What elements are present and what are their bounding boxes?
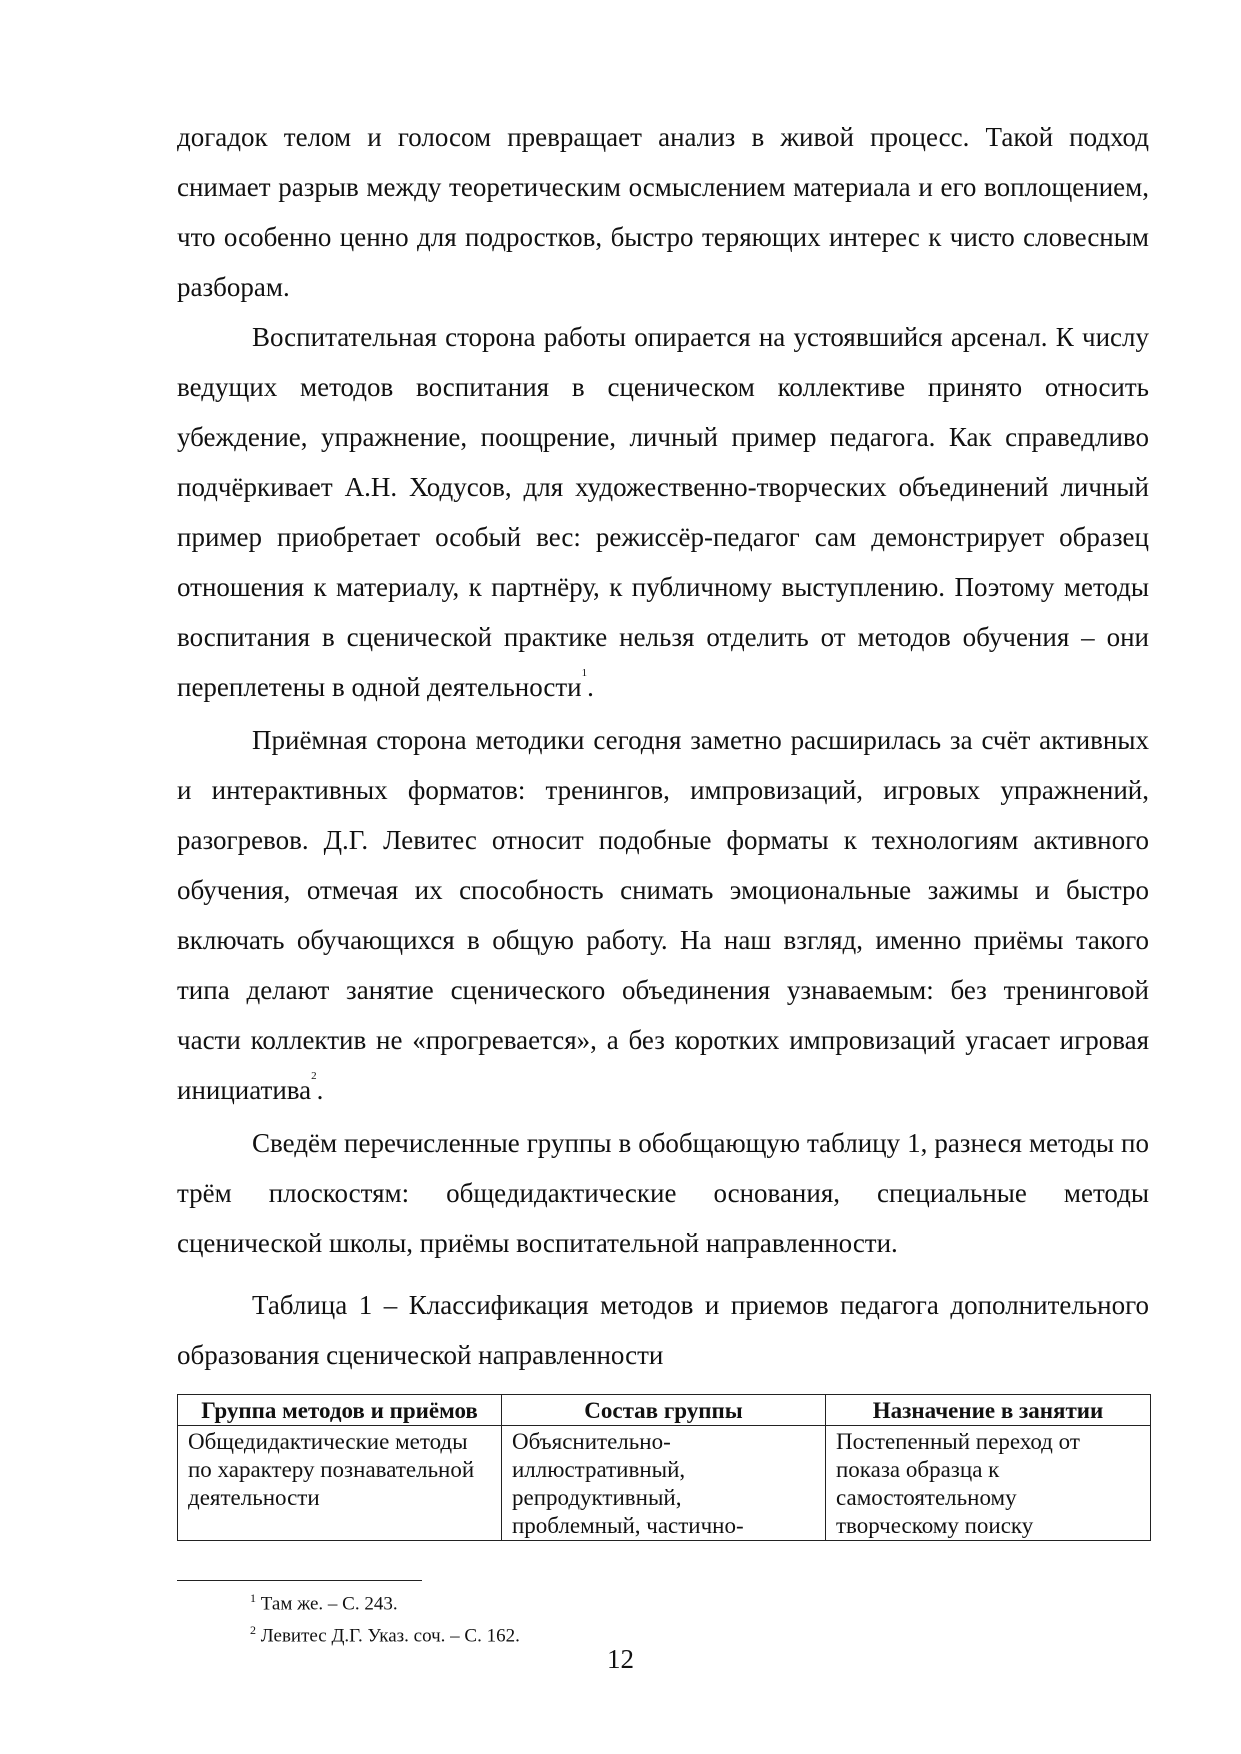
footnotes (250, 1585, 520, 1650)
footnote-text: Левитес Д.Г. Указ. соч. – С. 162. (260, 1625, 520, 1647)
table-header-row (178, 1395, 1151, 1426)
table-header-cell: Состав группы (502, 1395, 826, 1426)
paragraph-2-text: Воспитательная сторона работы опирается на устоявшийся арсенал. К числу ведущих методов воспитания в сценическом коллективе принято относить убеждение, упражнение, поощрение, личный пример педагога. Как справедливо подчёркивает А.Н. Ходусов, для художественно-творческих объединений личный пример приобретает особый вес: режиссёр-педагог сам демонстрирует образец отношения к материалу, к партнёру, к публичному выступлению. Поэтому методы воспитания в сценической практике нельзя отделить от методов обучения – они переплетены в одной деятельности (177, 322, 1149, 702)
table-header-cell: Группа методов и приёмов (178, 1395, 502, 1426)
paragraph-4: Сведём перечисленные группы в обобщающую таблицу 1, разнеся методы по трём плоскостям: общедидактические основания, специальные методы сценической школы, приёмы воспитательной направленности. (177, 1128, 1149, 1258)
page-number: 12 (607, 1644, 634, 1674)
table-row (178, 1426, 1151, 1541)
table-cell (502, 1426, 826, 1541)
table-cell (826, 1426, 1151, 1541)
footnote-ref-1: 1 (581, 667, 588, 679)
paragraph-2 (177, 312, 1149, 712)
footnote (250, 1585, 520, 1617)
footnote-text: Там же. – С. 243. (260, 1593, 398, 1615)
table-cell-text: Постепенный переход от показа образца к самостоятельному творческому поиску (836, 1429, 1080, 1538)
footnote-separator (177, 1580, 422, 1581)
paragraph-3 (177, 715, 1149, 1115)
classification-table (177, 1394, 1151, 1541)
footnote-ref-2: 2 (311, 1070, 317, 1082)
paragraph-3-text: Приёмная сторона методики сегодня заметно расширилась за счёт активных и интерактивных форматов: тренингов, импровизаций, игровых упражнений, разогревов. Д.Г. Левитес относит подобные форматы к технологиям активного обучения, отмечая их способность снимать эмоциональные зажимы и быстро включать обучающихся в общую работу. На наш взгляд, именно приёмы такого типа делают занятие сценического объединения узнаваемым: без тренинговой части коллектив не «прогревается», а без коротких импровизаций угасает игровая инициатива (177, 725, 1149, 1105)
table-cell-text: Объяснительно-иллюстративный, репродуктивный, проблемный, частично- (512, 1429, 744, 1538)
table-cell-text: Общедидактические методы по характеру познавательной деятельности (188, 1429, 475, 1510)
paragraph-2-end: . (587, 672, 594, 702)
table-caption: Таблица 1 – Классификация методов и приемов педагога дополнительного образования сценической направленности (177, 1290, 1149, 1370)
paragraph-1: догадок телом и голосом превращает анализ в живой процесс. Такой подход снимает разрыв между теоретическим осмыслением материала и его воплощением, что особенно ценно для подростков, быстро теряющих интерес к чисто словесным разборам. (177, 122, 1149, 302)
table-header-cell: Назначение в занятии (826, 1395, 1151, 1426)
paragraph-3-end: . (316, 1075, 324, 1105)
footnote-number: 2 (250, 1623, 256, 1638)
table-cell (178, 1426, 502, 1541)
footnote-number: 1 (250, 1591, 256, 1605)
